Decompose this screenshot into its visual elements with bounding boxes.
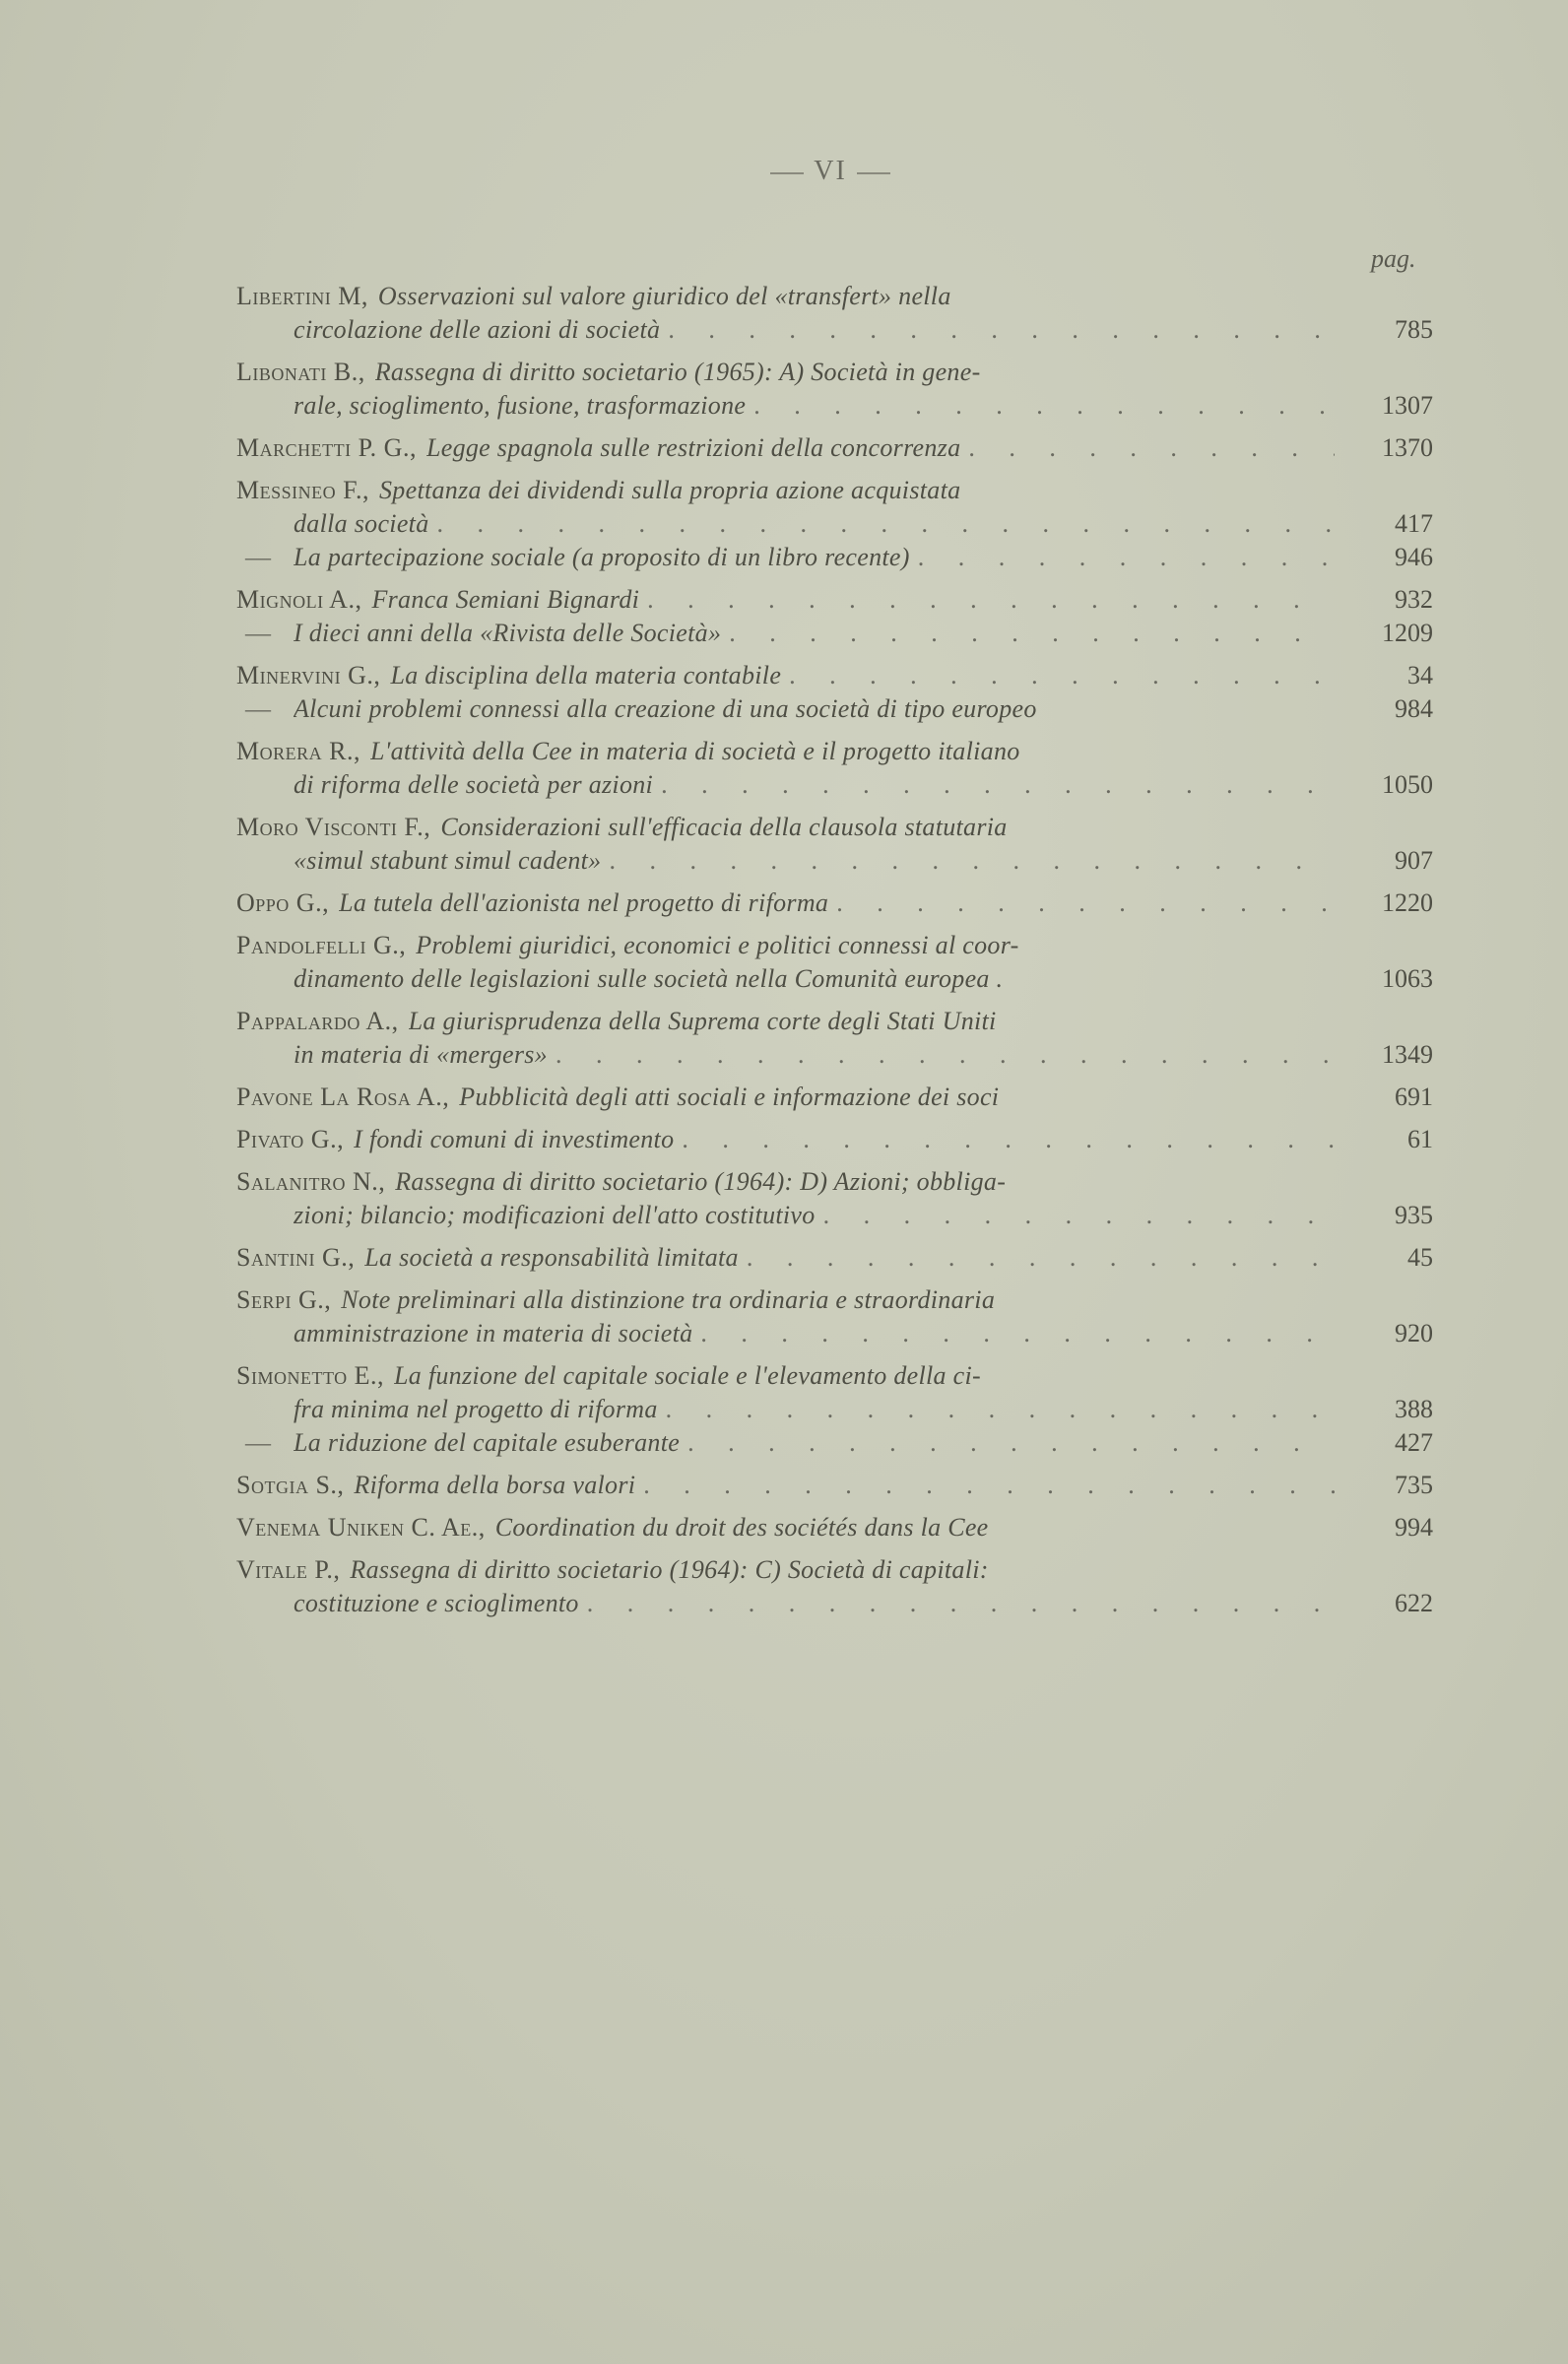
entry-author: Messineo F., [236,476,369,504]
toc-line [236,1426,1433,1460]
toc-line [236,886,1433,920]
toc-line [236,356,1335,389]
entry-author: Serpi G., [236,1285,332,1314]
toc-entry [236,541,1433,574]
dot-leader [968,431,1335,465]
toc-entry [236,474,1433,541]
entry-page-number: 984 [1395,694,1433,723]
entry-page-number: 946 [1395,543,1433,571]
toc-entry [236,1426,1433,1460]
toc-entry [236,1081,1433,1114]
toc-line [236,474,1335,507]
entry-author: Oppo G., [236,888,330,917]
dot-leader [647,583,1335,617]
toc-entry [236,356,1433,423]
entry-title: circolazione delle azioni di società [294,315,661,344]
toc-line [236,659,1433,692]
entry-title: La società a responsabilità limitata [364,1243,739,1272]
entry-title: di riforma delle società per azioni [294,770,654,799]
entry-author: Sotgia S., [236,1471,345,1499]
toc-line [236,1038,1433,1072]
entry-page-number: 1063 [1382,964,1433,993]
dot-leader [747,1241,1335,1275]
toc-line [236,1553,1335,1587]
entry-title: Rassegna di diritto societario (1964): D) Azioni; obbliga- [395,1167,1007,1196]
toc-entry [236,811,1433,878]
entry-author: Morera R., [236,737,360,765]
toc-entry [236,929,1433,996]
entry-title: Pubblicità degli atti sociali e informazione dei soci [459,1083,1000,1111]
entry-author: Pavone La Rosa A., [236,1083,450,1111]
table-of-contents [236,280,1433,1629]
toc-entry [236,692,1433,726]
dot-leader [823,1199,1335,1232]
entry-author: Libertini M, [236,282,368,310]
toc-line [236,1359,1335,1393]
entry-author: Pivato G., [236,1125,345,1153]
entry-title: La tutela dell'azionista nel progetto di riforma [339,888,829,917]
toc-line [236,692,1433,726]
entry-page-number: 920 [1395,1319,1433,1347]
toc-line [236,617,1433,650]
toc-line [236,313,1433,347]
entry-title: amministrazione in materia di società [294,1319,693,1347]
entry-title: zioni; bilancio; modificazioni dell'atto costitutivo [294,1201,816,1229]
entry-title: Considerazioni sull'efficacia della clausola statutaria [440,813,1008,841]
entry-page-number: 1220 [1382,888,1433,917]
toc-line [236,583,1433,617]
entry-page-number: 1307 [1382,391,1433,420]
entry-title: I dieci anni della «Rivista delle Società» [294,619,722,647]
entry-title: Problemi giuridici, economici e politici connessi al coor- [416,931,1019,959]
entry-title: La disciplina della materia contabile [390,661,782,690]
entry-author: Pappalardo A., [236,1007,399,1035]
toc-line [236,507,1433,541]
entry-title: Franca Semiani Bignardi [371,585,640,614]
entry-page-number: 1349 [1382,1040,1433,1069]
toc-entry [236,886,1433,920]
ditto-dash: — [245,543,271,571]
entry-title: La funzione del capitale sociale e l'elevamento della ci- [394,1361,981,1390]
dot-leader [682,1123,1335,1156]
page-column-header: pag. [1371,244,1416,273]
toc-entry [236,280,1433,347]
entry-title: fra minima nel progetto di riforma [294,1395,658,1423]
toc-entry [236,617,1433,650]
entry-page-number: 932 [1395,585,1433,614]
entry-page-number: 388 [1395,1395,1433,1423]
entry-title: «simul stabunt simul cadent» [294,846,602,875]
toc-line [236,1587,1433,1620]
entry-page-number: 1050 [1382,770,1433,799]
entry-title: Riforma della borsa valori [354,1471,636,1499]
entry-title: dalla società [294,509,429,538]
entry-page-number: 935 [1395,1201,1433,1229]
entry-title: Coordination du droit des sociétés dans la Cee [494,1513,989,1542]
toc-entry [236,735,1433,802]
toc-line [236,1165,1335,1199]
entry-author: Marchetti P. G., [236,433,417,462]
toc-line [236,1393,1433,1426]
entry-title: L'attività della Cee in materia di società e il progetto italiano [369,737,1020,765]
folio-dash-left [770,172,804,174]
toc-line [236,1511,1433,1544]
entry-page-number: 907 [1395,846,1433,875]
entry-author: Salanitro N., [236,1167,386,1196]
toc-line [236,1241,1433,1275]
entry-author: Simonetto E., [236,1361,384,1390]
toc-entry [236,1359,1433,1426]
toc-line [236,1283,1335,1317]
entry-title: La riduzione del capitale esuberante [294,1428,681,1457]
entry-author: Minervini G., [236,661,381,690]
entry-author: Santini G., [236,1243,356,1272]
toc-line [236,541,1433,574]
entry-author: Venema Uniken C. Ae., [236,1513,486,1542]
entry-title: Rassegna di diritto societario (1965): A) Società in gene- [374,358,981,386]
dot-leader [609,844,1335,878]
toc-line [236,389,1433,423]
entry-page-number: 34 [1407,661,1433,690]
entry-author: Libonati B., [236,358,365,386]
toc-line [236,1317,1433,1350]
entry-title: in materia di «mergers» [294,1040,548,1069]
dot-leader [587,1587,1335,1620]
entry-author: Mignoli A., [236,585,362,614]
folio-number: VI [814,156,847,186]
toc-line [236,811,1335,844]
entry-page-number: 45 [1407,1243,1433,1272]
toc-entry [236,1283,1433,1350]
toc-line [236,1199,1433,1232]
entry-page-number: 1370 [1382,433,1433,462]
page-folio [0,156,1568,187]
dot-leader [753,389,1335,423]
toc-entry [236,1553,1433,1620]
entry-title: Spettanza dei dividendi sulla propria azione acquistata [379,476,961,504]
entry-title: La partecipazione sociale (a proposito di un libro recente) [294,543,910,571]
dot-leader [836,886,1335,920]
entry-title: Note preliminari alla distinzione tra ordinaria e straordinaria [341,1285,996,1314]
entry-title: costituzione e scioglimento [294,1589,579,1617]
dot-leader [661,768,1335,802]
toc-entry [236,1511,1433,1544]
entry-title: Osservazioni sul valore giuridico del «transfert» nella [377,282,951,310]
entry-page-number: 785 [1395,315,1433,344]
dot-leader [687,1426,1335,1460]
toc-line [236,1005,1335,1038]
entry-page-number: 691 [1395,1083,1433,1111]
toc-entry [236,1123,1433,1156]
toc-line [236,1123,1433,1156]
toc-line [236,962,1433,996]
dot-leader [555,1038,1335,1072]
entry-author: Pandolfelli G., [236,931,407,959]
entry-title: La giurisprudenza della Suprema corte degli Stati Uniti [408,1007,997,1035]
ditto-dash: — [245,619,271,647]
entry-title: dinamento delle legislazioni sulle società nella Comunità europea . [294,964,1004,993]
ditto-dash: — [245,694,271,723]
entry-title: rale, scioglimento, fusione, trasformazione [294,391,747,420]
dot-leader [437,507,1336,541]
dot-leader [666,1393,1335,1426]
entry-page-number: 61 [1407,1125,1433,1153]
entry-author: Vitale P., [236,1555,341,1584]
entry-title: Alcuni problemi connessi alla creazione di una società di tipo europeo [294,694,1037,723]
toc-line [236,735,1335,768]
toc-entry [236,1165,1433,1232]
toc-line [236,768,1433,802]
toc-entry [236,1005,1433,1072]
dot-leader [668,313,1335,347]
toc-entry [236,659,1433,692]
entry-page-number: 622 [1395,1589,1433,1617]
toc-line [236,929,1335,962]
entry-title: I fondi comuni di investimento [354,1125,675,1153]
folio-dash-right [857,172,890,174]
toc-entry [236,1241,1433,1275]
ditto-dash: — [245,1428,271,1457]
dot-leader [643,1469,1335,1502]
toc-entry [236,583,1433,617]
toc-line [236,844,1433,878]
toc-entry [236,1469,1433,1502]
toc-entry [236,431,1433,465]
entry-page-number: 994 [1395,1513,1433,1542]
entry-page-number: 417 [1395,509,1433,538]
toc-line [236,431,1433,465]
dot-leader [789,659,1335,692]
toc-line [236,1081,1433,1114]
dot-leader [700,1317,1335,1350]
dot-leader [918,541,1335,574]
entry-title: Legge spagnola sulle restrizioni della concorrenza [425,433,961,462]
entry-page-number: 735 [1395,1471,1433,1499]
entry-page-number: 427 [1395,1428,1433,1457]
toc-line [236,280,1335,313]
toc-line [236,1469,1433,1502]
entry-author: Moro Visconti F., [236,813,431,841]
dot-leader [729,617,1335,650]
entry-title: Rassegna di diritto societario (1964): C) Società di capitali: [350,1555,989,1584]
entry-page-number: 1209 [1382,619,1433,647]
